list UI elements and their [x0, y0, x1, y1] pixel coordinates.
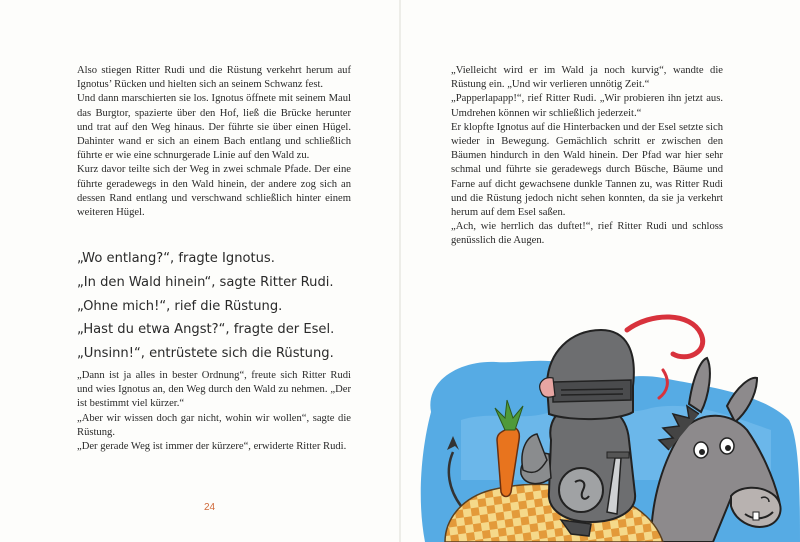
- knight-shield: [559, 468, 603, 512]
- knight-sword-guard: [607, 452, 629, 458]
- paragraph: „Papperlapapp!“, rief Ritter Rudi. „Wir probieren ihn jetzt aus. Umdrehen können wir schließlich jederzeit.“: [451, 93, 723, 119]
- paragraph: „Der gerade Weg ist immer der kürzere“, erwiderte Ritter Rudi.: [77, 441, 347, 453]
- paragraph: Also stiegen Ritter Rudi und die Rüstung verkehrt herum auf Ignotus’ Rücken und hielten sich an seinem Schwanz fest.: [77, 65, 351, 91]
- plume: [627, 317, 703, 357]
- right-text: [451, 64, 723, 249]
- left-text-top: [77, 64, 351, 220]
- knight-on-donkey-illustration: [401, 300, 800, 542]
- knight-helmet: [547, 330, 634, 419]
- dialog-line: „In den Wald hinein“, sagte Ritter Rudi.: [77, 274, 334, 290]
- knight-visor: [553, 380, 631, 402]
- paragraph: Kurz davor teilte sich der Weg in zwei schmale Pfade. Der eine führte geradewegs in den Wald hinein, der andere zog sich an dessen Rand entlang und verschwand schließlich hinter einem weiteren Hügel.: [77, 164, 351, 219]
- donkey-pupil: [699, 449, 705, 455]
- paragraph: „Vielleicht wird er im Wald ja noch kurvig“, wandte die Rüstung ein. „Und wir verlieren unnötig Zeit.“: [451, 65, 723, 91]
- left-page: [0, 0, 399, 542]
- dialog-line: „Ohne mich!“, rief die Rüstung.: [77, 298, 283, 314]
- dialog-line: „Unsinn!“, entrüstete sich die Rüstung.: [77, 346, 334, 362]
- dialog-block: [77, 247, 351, 366]
- paragraph: „Dann ist ja alles in bester Ordnung“, freute sich Ritter Rudi und wies Ignotus an, den Weg durch den Wald zu nehmen. „Der ist bestimmt viel kürzer.“: [77, 370, 351, 410]
- page-number: 24: [204, 502, 216, 513]
- dialog-line: „Hast du etwa Angst?“, fragte der Esel.: [77, 322, 335, 338]
- paragraph: Und dann marschierten sie los. Ignotus öffnete mit seinem Maul das Burgtor, spazierte über den Hof, ließ die Brücke herunter und trat auf den Weg hinaus. Der führte sie über einen Hügel. Dahinter wand er sich an einem Bach entlang und schließlich führte er wie eine schnurgerade Linie auf den Wald zu.: [77, 93, 351, 162]
- paragraph: „Ach, wie herrlich das duftet!“, rief Ritter Rudi und schloss genüsslich die Augen.: [451, 221, 723, 247]
- paragraph: Er klopfte Ignotus auf die Hinterbacken und der Esel setzte sich wieder in Bewegung. Gemächlich schritt er zwischen den Bäumen hindurch in den Wald hinein. Der Pfad war hier sehr schmal und führte sie geradewegs durch Büsche, Bäume und Farne auf dicht gewachsene dunkle Tannen zu, was Ritter Rudi und die Rüstung jedoch nicht sehen konnten, da sie ja verkehrt herum auf dem Esel saßen.: [451, 121, 723, 219]
- donkey-tooth: [753, 512, 759, 520]
- paragraph: „Aber wir wissen doch gar nicht, wohin wir wollen“, sagte die Rüstung.: [77, 412, 351, 438]
- donkey-pupil: [725, 445, 731, 451]
- left-text-bottom: [77, 369, 351, 454]
- dialog-line: „Wo entlang?“, fragte Ignotus.: [77, 251, 275, 266]
- knight-face: [540, 378, 555, 398]
